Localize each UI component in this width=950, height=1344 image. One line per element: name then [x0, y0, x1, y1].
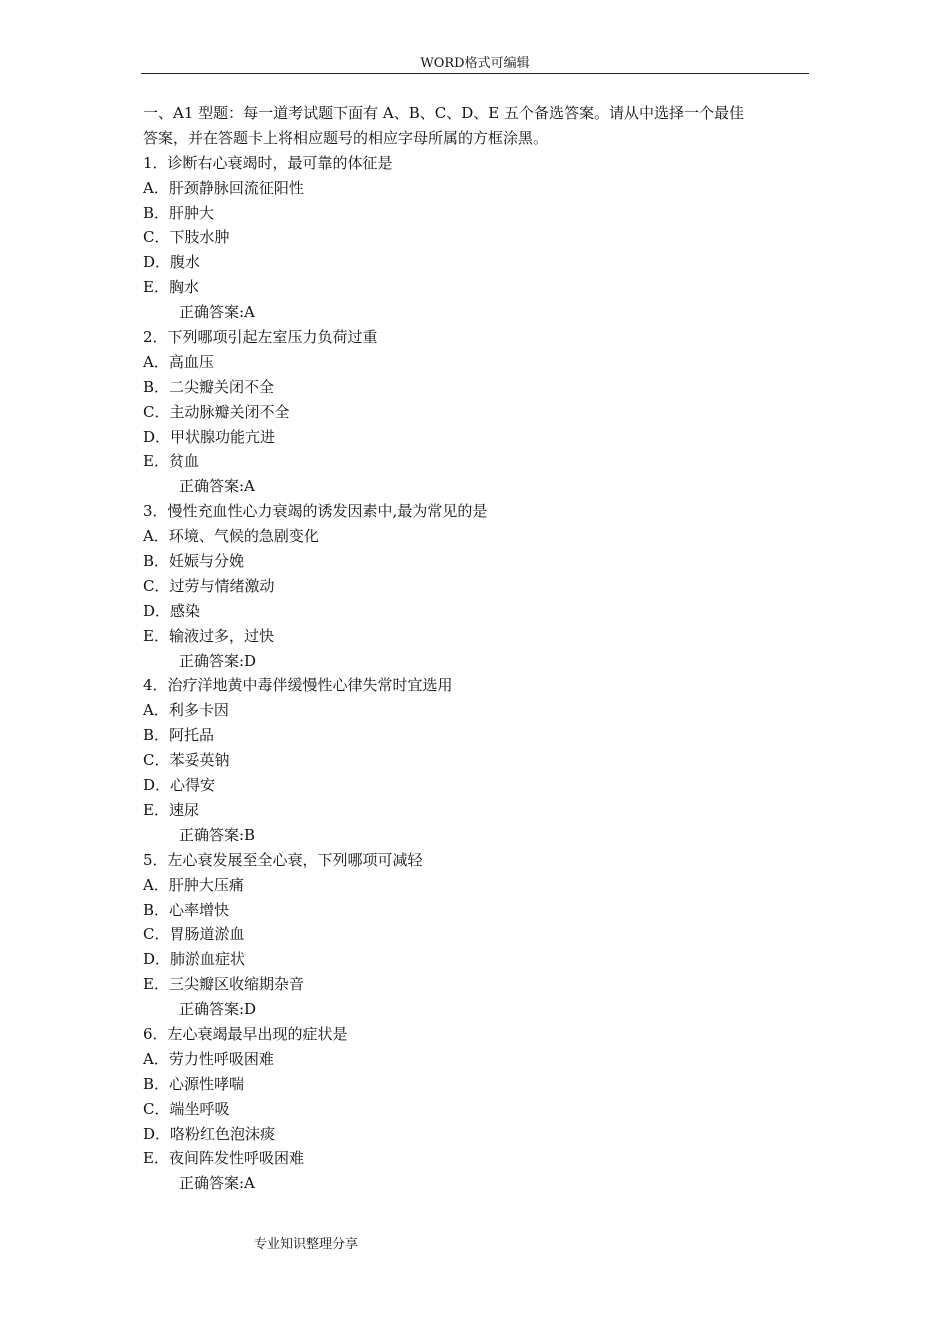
q2-answer: 正确答案:A	[179, 477, 255, 496]
q4-option-b: B．阿托品	[143, 726, 215, 745]
q6-option-c: C．端坐呼吸	[143, 1099, 230, 1118]
q1-option-a: A．肝颈静脉回流征阳性	[143, 178, 304, 197]
q5-option-a: A．肝肿大压痛	[143, 875, 244, 894]
q1-option-d: D．腹水	[143, 253, 201, 272]
q5-option-d: D．肺淤血症状	[143, 950, 246, 969]
q2-option-e: E．贫血	[143, 452, 199, 471]
q4-option-a: A．利多卡因	[143, 701, 229, 720]
q3-option-c: C．过劳与情绪激动	[143, 576, 275, 595]
q4-option-d: D．心得安	[143, 776, 216, 795]
question-5: 5．左心衰发展至全心衰，下列哪项可减轻	[143, 850, 423, 869]
header-text: WORD格式可编辑	[420, 56, 530, 71]
q6-option-d: D．咯粉红色泡沫痰	[143, 1124, 276, 1143]
page-footer: 专业知识整理分享	[254, 1237, 359, 1252]
q2-option-b: B．二尖瓣关闭不全	[143, 377, 275, 396]
q6-option-e: E．夜间阵发性呼吸困难	[143, 1149, 304, 1168]
intro-line-1: 一、A1 型题：每一道考试题下面有 A、B、C、D、E 五个备选答案。请从中选择一个最佳	[143, 104, 744, 122]
question-6: 6．左心衰竭最早出现的症状是	[143, 1024, 348, 1043]
q4-option-c: C．苯妥英钠	[143, 751, 230, 770]
q6-option-b: B．心源性哮喘	[143, 1074, 245, 1093]
q1-answer: 正确答案:A	[179, 303, 255, 322]
question-1: 1．诊断右心衰竭时，最可靠的体征是	[143, 153, 393, 172]
q5-option-e: E．三尖瓣区收缩期杂音	[143, 975, 304, 994]
q2-option-c: C．主动脉瓣关闭不全	[143, 402, 290, 421]
document-body	[143, 101, 809, 1196]
q2-option-d: D．甲状腺功能亢进	[143, 427, 276, 446]
question-2: 2．下列哪项引起左室压力负荷过重	[143, 328, 378, 347]
q3-option-d: D．感染	[143, 601, 201, 620]
q4-answer: 正确答案:B	[179, 825, 256, 844]
q2-option-a: A．高血压	[143, 352, 214, 371]
question-3: 3．慢性充血性心力衰竭的诱发因素中,最为常见的是	[143, 502, 488, 521]
q3-option-b: B．妊娠与分娩	[143, 552, 245, 571]
q1-option-c: C．下肢水肿	[143, 228, 230, 247]
q3-option-e: E．输液过多，过快	[143, 626, 274, 645]
q5-option-c: C．胃肠道淤血	[143, 925, 245, 944]
q4-option-e: E．速尿	[143, 800, 199, 819]
q1-option-b: B．肝肿大	[143, 203, 215, 222]
q6-option-a: A．劳力性呼吸困难	[143, 1049, 274, 1068]
q1-option-e: E．胸水	[143, 278, 199, 297]
intro-line-2: 答案，并在答题卡上将相应题号的相应字母所属的方框涂黑。	[143, 128, 549, 147]
q3-option-a: A．环境、气候的急剧变化	[143, 527, 319, 546]
question-4: 4．治疗洋地黄中毒伴缓慢性心律失常时宜选用	[143, 676, 453, 695]
q5-answer: 正确答案:D	[179, 1000, 257, 1019]
q3-answer: 正确答案:D	[179, 651, 257, 670]
q6-answer: 正确答案:A	[179, 1174, 255, 1193]
page-header	[141, 55, 809, 74]
q5-option-b: B．心率增快	[143, 900, 230, 919]
